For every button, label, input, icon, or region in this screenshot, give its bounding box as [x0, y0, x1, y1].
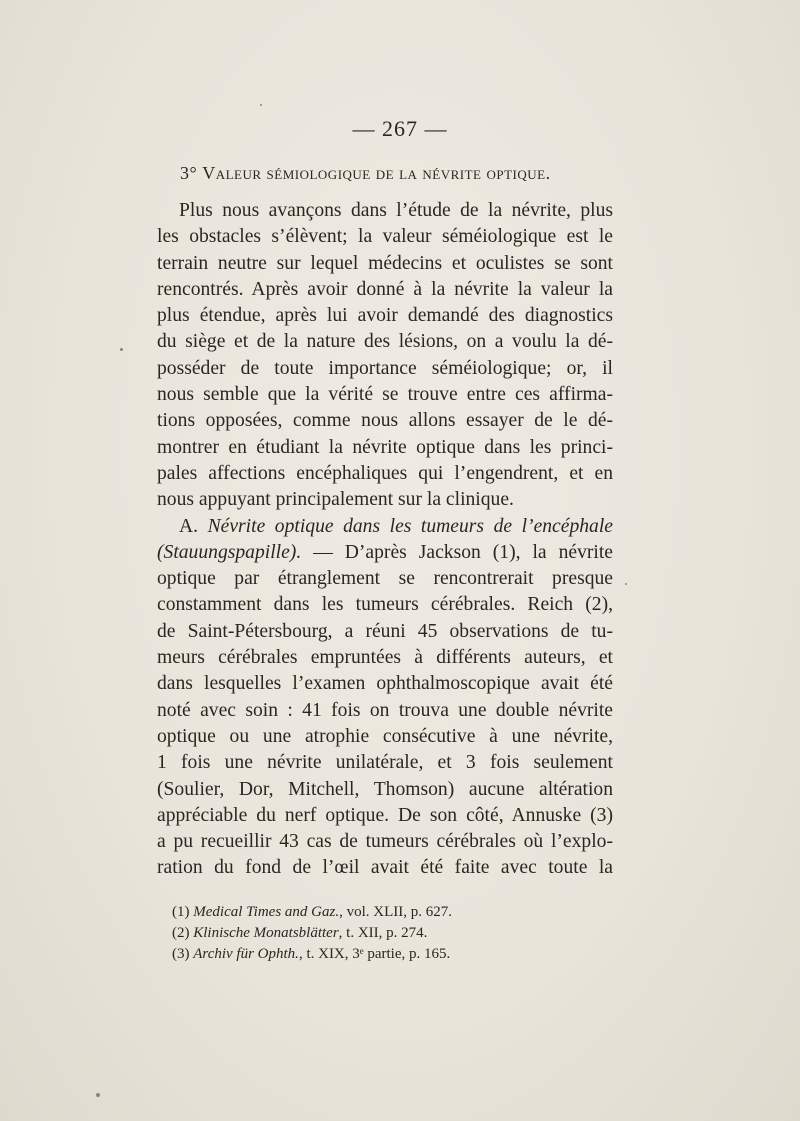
text-span: — D’après Jackson (1), la névrite [301, 541, 613, 563]
text-line: nous semble que la vérité se trouve entre ces affirma- [157, 384, 613, 406]
footnotes [172, 902, 612, 965]
section-title-caps: Valeur [202, 163, 262, 183]
text-line: de Saint-Pétersbourg, a réuni 45 observations de tu- [157, 620, 613, 642]
footnote [172, 944, 612, 965]
text-line: pales affections encéphaliques qui l’engendrent, et en [157, 462, 613, 484]
footnote-number: (3) [172, 946, 190, 962]
text-line: a pu recueillir 43 cas de tumeurs cérébrales où l’explo- [157, 831, 613, 853]
section-number: 3° [180, 163, 198, 183]
heading-prefix: A. [179, 515, 199, 537]
text-line: 1 fois une névrite unilatérale, et 3 fois seulement [157, 752, 613, 774]
footnote-ref: , t. XII, p. 274. [338, 925, 428, 941]
paragraph-heading [157, 514, 613, 540]
text-line: terrain neutre sur lequel médecins et oculistes se sont [157, 252, 613, 274]
paper-speck [625, 583, 627, 585]
text-line: montrer en étudiant la névrite optique dans les princi- [157, 436, 613, 458]
text-line: posséder de toute importance séméiologique; or, il [157, 357, 613, 379]
paper-speck [260, 104, 262, 106]
footnote-ref: , t. XIX, 3ᵉ partie, p. 165. [298, 946, 451, 962]
text-line: (Soulier, Dor, Mitchell, Thomson) aucune altération [157, 778, 613, 800]
text-line: appréciable du nerf optique. De son côté, Annuske (3) [157, 804, 613, 826]
section-title [180, 163, 620, 184]
page-number: — 267 — [352, 116, 448, 141]
text-line: optique par étranglement se rencontrerait presque [157, 568, 613, 590]
footnote-source: Medical Times and Gaz. [193, 904, 340, 920]
footnote-source: Archiv für Ophth. [193, 946, 299, 962]
footnote [172, 923, 612, 944]
section-title-rest: sémiologique de la névrite optique. [266, 163, 551, 183]
text-line: les obstacles s’élèvent; la valeur séméiologique est le [157, 226, 613, 248]
text-line: du siège et de la nature des lésions, on a voulu la dé- [157, 331, 613, 353]
text-line: ration du fond de l’œil avait été faite avec toute la [157, 857, 613, 879]
heading-italic: Névrite optique dans les tumeurs de l’encéphale [207, 515, 613, 537]
text-line: constamment dans les tumeurs cérébrales. Reich (2), [157, 594, 613, 616]
text-line: optique ou une atrophie consécutive à une névrite, [157, 725, 613, 747]
text-line: rencontrés. Après avoir donné à la névrite la valeur la [157, 278, 613, 300]
paper-speck [120, 348, 123, 351]
paper-speck [96, 1093, 100, 1097]
body-text [157, 198, 613, 882]
footnote-source: Klinische Monatsblätter [193, 925, 339, 941]
footnote [172, 902, 612, 923]
text-line: nous appuyant principalement sur la clinique. [157, 489, 514, 511]
text-line: Plus nous avançons dans l’étude de la névrite, plus [179, 200, 613, 221]
text-line: meurs cérébrales empruntées à différents auteurs, et [157, 647, 613, 669]
text-line: noté avec soin : 41 fois on trouva une double névrite [157, 699, 613, 721]
footnote-ref: , vol. XLII, p. 627. [339, 904, 452, 920]
footnote-number: (1) [172, 904, 190, 920]
text-line: dans lesquelles l’examen ophthalmoscopique avait été [157, 673, 613, 695]
text-line [157, 540, 613, 566]
german-term: (Stauungspapille). [157, 541, 302, 563]
footnote-number: (2) [172, 925, 190, 941]
text-line: tions opposées, comme nous allons essayer de le dé- [157, 410, 613, 432]
text-line: plus étendue, après lui avoir demandé des diagnostics [157, 305, 613, 327]
